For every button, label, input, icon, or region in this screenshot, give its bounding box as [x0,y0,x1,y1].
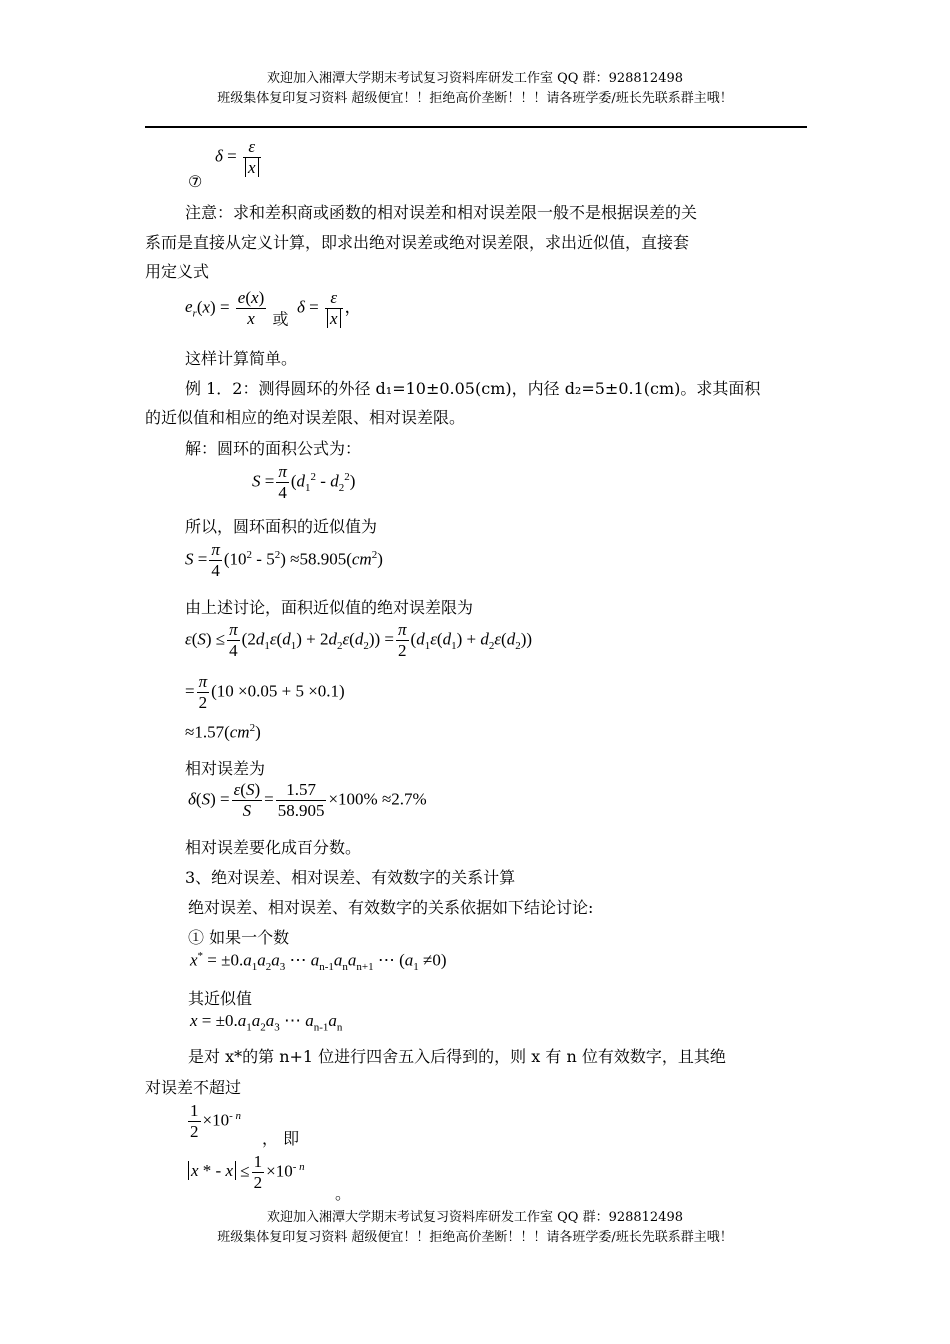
item-7-marker: ⑦ [188,172,203,191]
conclusion-line-1: 是对 x*的第 n+1 位进行四舍五入后得到的，则 x 有 n 位有效数字，且其绝 [188,1047,726,1066]
approx-label: 其近似值 [188,989,253,1008]
ie-text: ， 即 [262,1129,300,1148]
header-divider [145,126,807,128]
formula-abs-error-result: $\approx 1.57(cm^2)$ [185,722,261,742]
example-line-2: 的近似值和相应的绝对误差限、相对误差限。 [145,408,466,427]
formula-area-value: S = $\frac{\pi}{4}$ $(10^2 - 5^2) \approx 58.905(cm^2)$ [185,540,383,580]
from-text: 由上述讨论，面积近似值的绝对误差限为 [185,598,474,617]
formula-area: S = $\frac{\pi}{4}$ $(d_1^2 - d_2^2)$ [252,462,356,502]
formula-x-approx: $x = \pm 0.a_1a_2a_3$ ⋯ $a_{n-1}a_n$ [190,1011,343,1034]
formula-rel-error: δ(S) = $\frac{\varepsilon(S)}{S}$ = $\frac{1.57}{58.905}$ ×100% ≈2.7% [188,780,427,820]
conclusion-line-2: 对误差不超过 [145,1078,242,1097]
formula-delta-def: δ = $\frac{\varepsilon}{x}$ [215,137,263,178]
formula-abs-error-bound: ε(S) ≤ $\frac{\pi}{4}$ $(2d_1\varepsilon(d_1) + 2d_2\varepsilon(d_2))$ = $\frac{\pi}{2}$ $(d_1\varepsilon(d_1) + d_2\varepsilon(d_2))$ [185,620,533,660]
note-line-1: 注意：求和差积商或函数的相对误差和相对误差限一般不是根据误差的关 [185,203,698,222]
period: 。 [335,1184,352,1203]
header-line-2: 班级集体复印复习资料 超级便宜！！拒绝高价垄断！！！请各班学委/班长先联系群主哦！ [217,91,733,106]
formula-abs-error-calc: = $\frac{\pi}{2}$ (10 ×0.05 + 5 ×0.1) [185,672,345,712]
or-word: 或 [272,311,289,329]
rel-pct-text: 相对误差要化成百分数。 [185,838,362,857]
simple-text: 这样计算简单。 [185,349,298,368]
rel-error-label: 相对误差为 [185,759,266,778]
section-3-desc: 绝对误差、相对误差、有效数字的关系依据如下结论讨论: [188,898,594,917]
item-1: ① 如果一个数 [188,928,290,947]
note-line-3: 用定义式 [145,262,210,281]
formula-error-bound: x * - x ≤ $\frac{1}{2}$ $\times 10^{- n}$ [188,1152,305,1193]
note-line-2: 系而是直接从定义计算，即求出绝对误差或绝对误差限，求出近似值，直接套 [145,233,690,252]
section-3-title: 3、绝对误差、相对误差、有效数字的关系计算 [185,868,516,887]
formula-half-power: $\frac{1}{2}$ $\times 10^{- n}$ [190,1101,242,1141]
formula-relative-error-defs: $e_r(x)$ = $\frac{e(x)}{x}$ 或 δ = $\frac{\varepsilon}{x}$ ， [185,288,362,329]
so-text: 所以，圆环面积的近似值为 [185,517,378,536]
footer-line-2: 班级集体复印复习资料 超级便宜！！拒绝高价垄断！！！请各班学委/班长先联系群主哦！ [217,1230,733,1245]
solution-intro: 解：圆环的面积公式为： [185,439,362,458]
comma: ， [344,297,362,317]
example-line-1: 例 1．2：测得圆环的外径 d₁=10±0.05(cm)，内径 d₂=5±0.1(cm)。求其面积 [185,379,761,398]
header-line-1: 欢迎加入湘潭大学期末考试复习资料库研发工作室 QQ 群：928812498 [266,71,684,86]
footer-line-1: 欢迎加入湘潭大学期末考试复习资料库研发工作室 QQ 群：928812498 [266,1210,684,1225]
formula-x-star: $x^* = \pm 0.a_1a_2a_3$ ⋯ $a_{n-1}a_na_{n+1}$ ⋯ $(a_1 \ne 0)$ [190,950,447,974]
